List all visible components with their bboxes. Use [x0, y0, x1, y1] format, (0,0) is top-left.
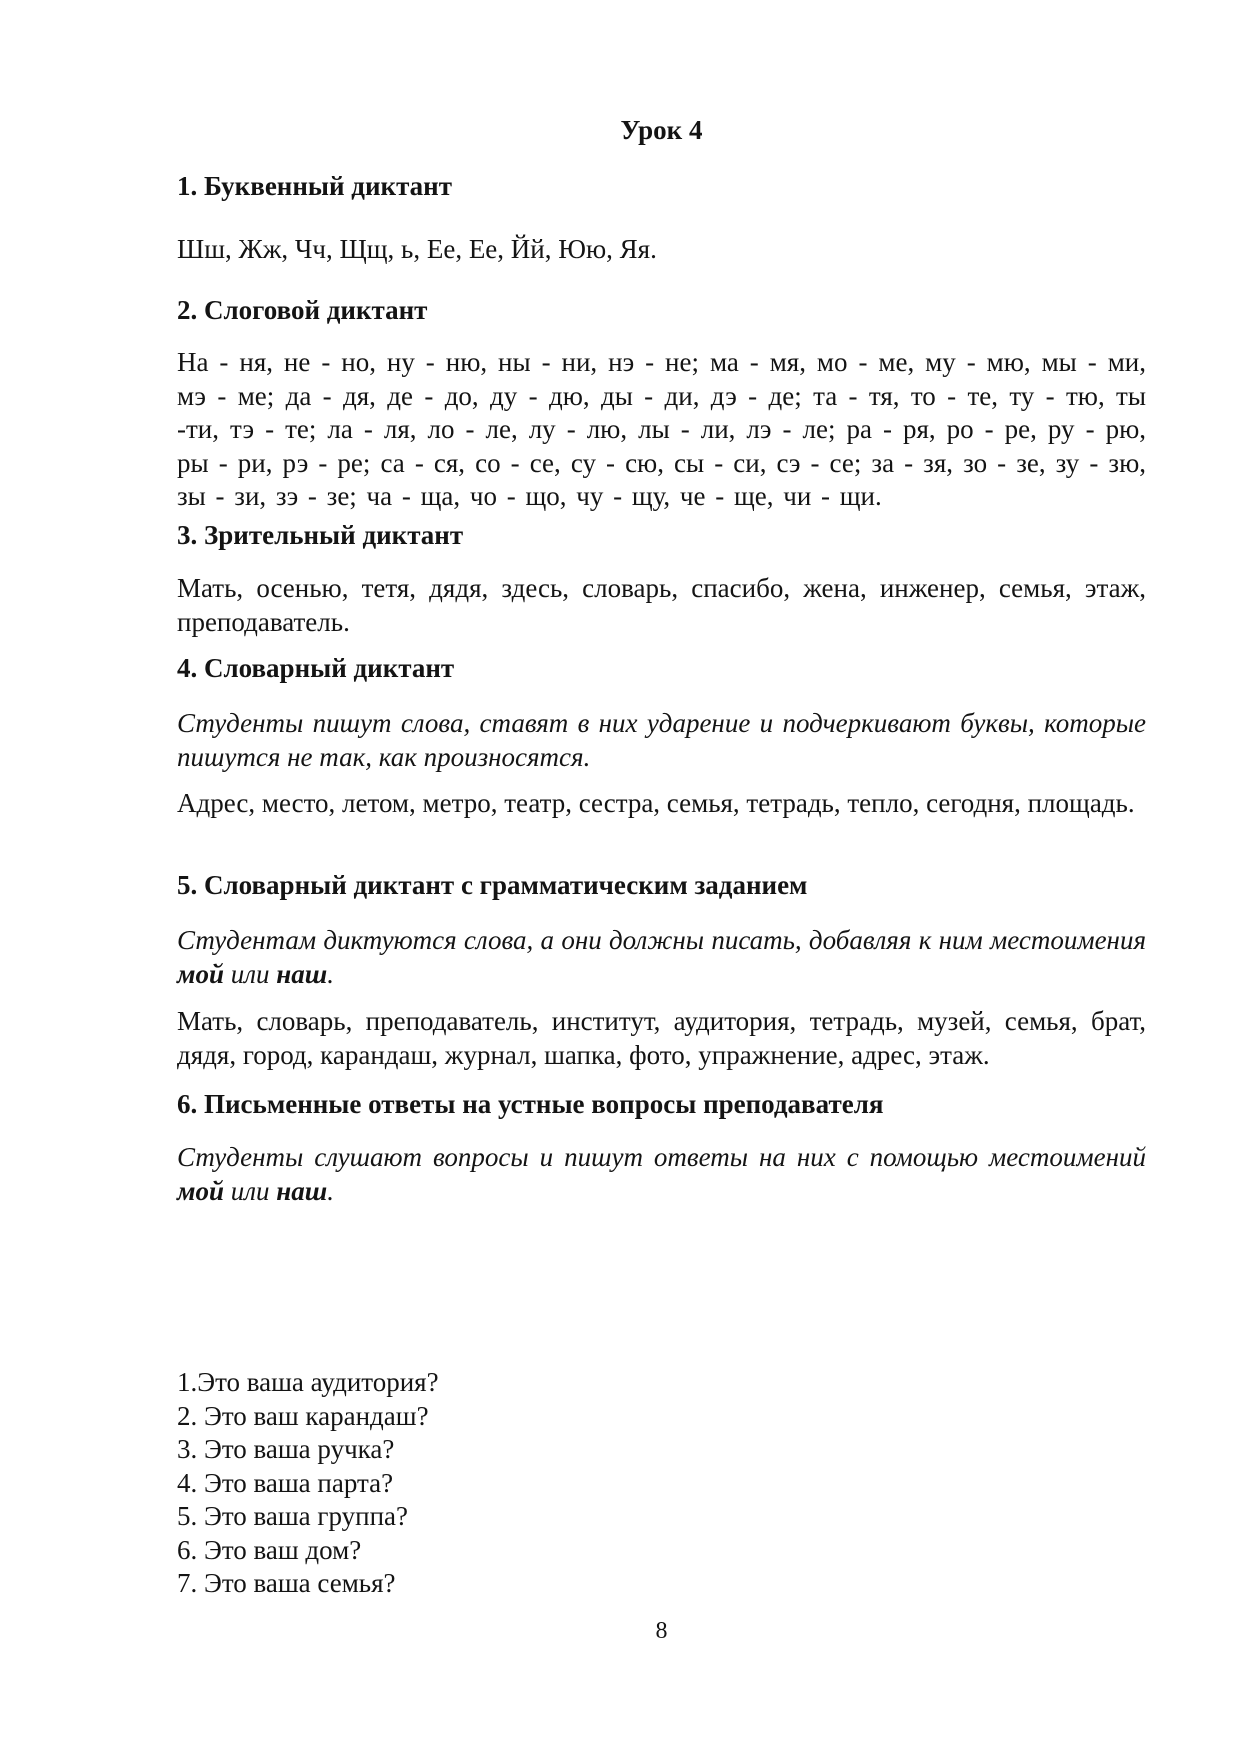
- question-item: 5. Это ваша группа?: [177, 1501, 409, 1531]
- section-2-heading: 2. Слоговой диктант: [177, 295, 428, 325]
- section-1-text: Шш, Жж, Чч, Щщ, ь, Ее, Ее, Йй, Юю, Яя.: [177, 234, 657, 264]
- section-5-instruction-start: Студентам диктуются слова, а они должны писать, добавляя к ним местоимения: [177, 925, 1146, 955]
- section-5-text: Мать, словарь, преподаватель, институт, аудитория, тетрадь, музей, семья, брат, дядя, город, карандаш, журнал, шапка, фото, упражнение, адрес, этаж.: [177, 1006, 1146, 1070]
- question-item: 2. Это ваш карандаш?: [177, 1400, 429, 1431]
- section-6-connector: или: [224, 1175, 277, 1206]
- section-6-instruction: [177, 1141, 1146, 1208]
- section-5-heading: 5. Словарный диктант с грамматическим заданием: [177, 870, 808, 900]
- section-1-heading: 1. Буквенный диктант: [177, 171, 452, 201]
- section-5-connector: или: [224, 958, 277, 989]
- question-item: 7. Это ваша семья?: [177, 1568, 396, 1598]
- question-item: 6. Это ваш дом?: [177, 1534, 362, 1565]
- section-6-instruction-end: .: [327, 1175, 335, 1206]
- lesson-title: Урок 4: [620, 115, 703, 145]
- section-6-instruction-start: Студенты слушают вопросы и пишут ответы на них с помощью местоимений: [177, 1142, 1146, 1172]
- section-4-text: Адрес, место, летом, метро, театр, сестра, семья, тетрадь, тепло, сегодня, площадь.: [177, 788, 1135, 818]
- section-2-text: На - ня, не - но, ну - ню, ны - ни, нэ - не; ма - мя, мо - ме, му - мю, мы - ми, мэ - ме; да - дя, де - до, ду - дю, ды - ди, дэ - де; та - тя, то - те, ту - тю, ты -ти, тэ - те; ла - ля, ло - ле, лу - лю, лы - ли, лэ - ле; ра - ря, ро - ре, ру - рю, ры - ри, рэ - ре; са - ся, со - се, су - сю, сы - си, сэ - се; за - зя, зо - зе, зу - зю, зы - зи, зэ - зе; ча - ща, чо - що, чу - щу, че - ще, чи - щи.: [177, 347, 1146, 511]
- section-5-instruction-end: .: [327, 958, 335, 989]
- question-item: 4. Это ваша парта?: [177, 1467, 394, 1498]
- question-item: 3. Это ваша ручка?: [177, 1434, 395, 1464]
- section-3-heading: 3. Зрительный диктант: [177, 520, 464, 550]
- page-number: 8: [655, 1618, 668, 1644]
- section-4-heading: 4. Словарный диктант: [177, 653, 455, 683]
- pronoun-moy: мой: [177, 1175, 225, 1206]
- question-item: 1.Это ваша аудитория?: [177, 1367, 439, 1397]
- pronoun-nash: наш: [276, 958, 328, 989]
- section-3-text: Мать, осенью, тетя, дядя, здесь, словарь, спасибо, жена, инженер, семья, этаж, преподаватель.: [177, 573, 1146, 637]
- questions-list: [177, 1366, 439, 1601]
- section-4-instruction: Студенты пишут слова, ставят в них ударение и подчеркивают буквы, которые пишутся не так, как произносятся.: [177, 708, 1146, 772]
- pronoun-moy: мой: [177, 958, 225, 989]
- section-6-heading: 6. Письменные ответы на устные вопросы преподавателя: [177, 1089, 884, 1119]
- section-5-instruction: [177, 924, 1146, 991]
- pronoun-nash: наш: [276, 1175, 328, 1206]
